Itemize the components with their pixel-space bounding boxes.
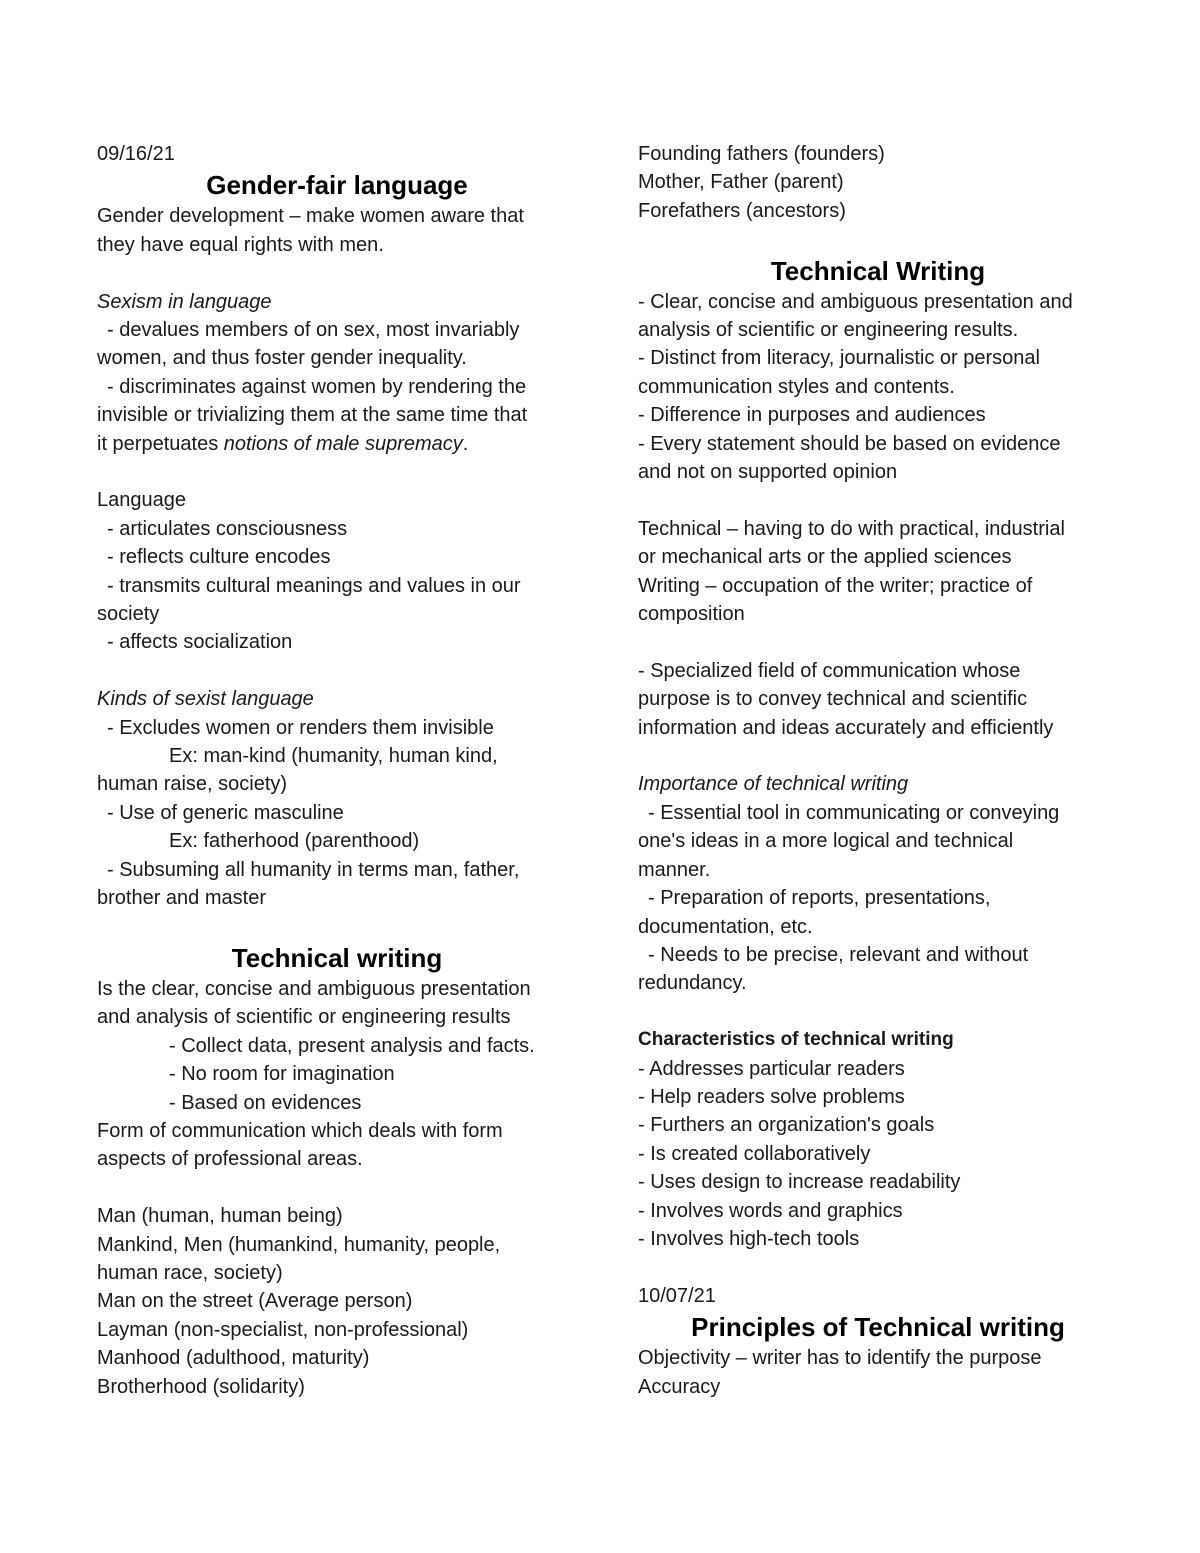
text-line: Ex: fatherhood (parenthood): [169, 830, 420, 853]
text-line: - Distinct from literacy, journalistic or personal: [638, 347, 1040, 370]
text-line: Mother, Father (parent): [638, 171, 844, 194]
text-line: composition: [638, 603, 745, 626]
date-label: 10/07/21: [638, 1284, 716, 1307]
spacer: [638, 486, 1118, 514]
text-fragment: it perpetuates: [97, 432, 224, 455]
text-line: - discriminates against women by rendering the: [107, 375, 527, 398]
spacer: [97, 913, 577, 941]
text-line: - Specialized field of communication whose: [638, 659, 1021, 682]
subheading-sexism-in-language: Sexism in language: [97, 290, 272, 313]
text-line: - Is created collaboratively: [638, 1142, 871, 1165]
text-line: Writing – occupation of the writer; practice of: [638, 574, 1033, 597]
subheading-characteristics: Characteristics of technical writing: [638, 1029, 954, 1051]
spacer: [97, 458, 577, 486]
text-line: - Excludes women or renders them invisible: [107, 716, 494, 739]
text-line: Gender development – make women aware that: [97, 205, 524, 228]
text-line: [97, 430, 577, 458]
spacer: [638, 628, 1118, 656]
spacer: [97, 1174, 577, 1202]
emphasis-text: notions of male supremacy: [223, 432, 463, 455]
text-line: women, and thus foster gender inequality.: [97, 347, 467, 370]
text-line: - Essential tool in communicating or conveying: [648, 801, 1060, 824]
date-label: 09/16/21: [97, 143, 175, 165]
text-line: human raise, society): [97, 773, 288, 796]
text-line: - Difference in purposes and audiences: [638, 404, 986, 427]
text-line: - transmits cultural meanings and values in our: [107, 574, 521, 597]
text-line: - affects socialization: [107, 631, 293, 654]
text-line: analysis of scientific or engineering results.: [638, 319, 1019, 342]
text-line: aspects of professional areas.: [97, 1148, 363, 1171]
spacer: [97, 259, 577, 287]
text-line: Brotherhood (solidarity): [97, 1375, 305, 1398]
text-fragment: .: [462, 432, 469, 455]
text-line: Man (human, human being): [97, 1205, 343, 1228]
subheading-language: Language: [97, 489, 186, 512]
text-line: Layman (non-specialist, non-professional): [97, 1318, 469, 1341]
left-column: [97, 140, 577, 1401]
text-line: manner.: [638, 858, 711, 881]
text-line: invisible or trivializing them at the same time that: [97, 404, 528, 427]
text-line: Man on the street (Average person): [97, 1290, 413, 1313]
text-line: - Addresses particular readers: [638, 1057, 905, 1080]
text-line: Accuracy: [638, 1375, 721, 1398]
heading-technical-writing-2: Technical Writing: [770, 255, 986, 286]
text-line: they have equal rights with men.: [97, 233, 384, 256]
text-line: Manhood (adulthood, maturity): [97, 1347, 370, 1370]
text-line: - Every statement should be based on evidence: [638, 432, 1061, 455]
text-line: - Involves words and graphics: [638, 1199, 903, 1222]
text-line: Form of communication which deals with form: [97, 1119, 503, 1142]
text-line: brother and master: [97, 887, 266, 910]
text-line: - No room for imagination: [169, 1063, 395, 1086]
text-line: - Involves high-tech tools: [638, 1227, 860, 1250]
text-line: Technical – having to do with practical, industrial: [638, 517, 1065, 540]
text-line: and not on supported opinion: [638, 461, 898, 484]
text-line: - Subsuming all humanity in terms man, father,: [107, 858, 520, 881]
text-line: Founding fathers (founders): [638, 143, 885, 165]
text-line: - Collect data, present analysis and facts.: [169, 1034, 535, 1057]
text-line: or mechanical arts or the applied sciences: [638, 546, 1012, 569]
text-line: redundancy.: [638, 972, 747, 995]
text-line: - Preparation of reports, presentations,: [648, 887, 991, 910]
text-line: - Clear, concise and ambiguous presentation and: [638, 290, 1073, 313]
text-line: and analysis of scientific or engineering results: [97, 1006, 511, 1029]
text-line: Is the clear, concise and ambiguous presentation: [97, 977, 531, 1000]
spacer: [638, 1253, 1118, 1281]
text-line: one's ideas in a more logical and technical: [638, 830, 1014, 853]
text-line: human race, society): [97, 1261, 283, 1284]
text-line: documentation, etc.: [638, 915, 813, 938]
right-column: [638, 140, 1118, 1401]
text-line: - Furthers an organization's goals: [638, 1114, 935, 1137]
text-line: Mankind, Men (humankind, humanity, people,: [97, 1233, 501, 1256]
subheading-importance: Importance of technical writing: [638, 773, 909, 796]
heading-gender-fair-language: Gender-fair language: [206, 170, 468, 201]
text-line: Ex: man-kind (humanity, human kind,: [169, 745, 498, 768]
heading-technical-writing: Technical writing: [231, 942, 443, 973]
spacer: [638, 225, 1118, 253]
text-line: - Use of generic masculine: [107, 801, 344, 824]
spacer: [638, 742, 1118, 770]
spacer: [638, 998, 1118, 1026]
text-line: - Help readers solve problems: [638, 1085, 905, 1108]
text-line: - devalues members of on sex, most invariably: [107, 319, 520, 342]
text-line: - Uses design to increase readability: [638, 1171, 961, 1194]
text-line: Objectivity – writer has to identify the purpose: [638, 1347, 1042, 1370]
text-line: society: [97, 603, 160, 626]
text-line: - reflects culture encodes: [107, 546, 331, 569]
text-line: Forefathers (ancestors): [638, 199, 846, 222]
text-line: information and ideas accurately and efficiently: [638, 716, 1054, 739]
text-line: - articulates consciousness: [107, 517, 348, 540]
subheading-kinds-of-sexist-language: Kinds of sexist language: [97, 688, 314, 711]
spacer: [97, 657, 577, 685]
text-line: purpose is to convey technical and scientific: [638, 688, 1028, 711]
heading-principles: Principles of Technical writing: [691, 1312, 1065, 1343]
text-line: communication styles and contents.: [638, 375, 955, 398]
text-line: - Based on evidences: [169, 1091, 362, 1114]
text-line: - Needs to be precise, relevant and without: [648, 943, 1029, 966]
